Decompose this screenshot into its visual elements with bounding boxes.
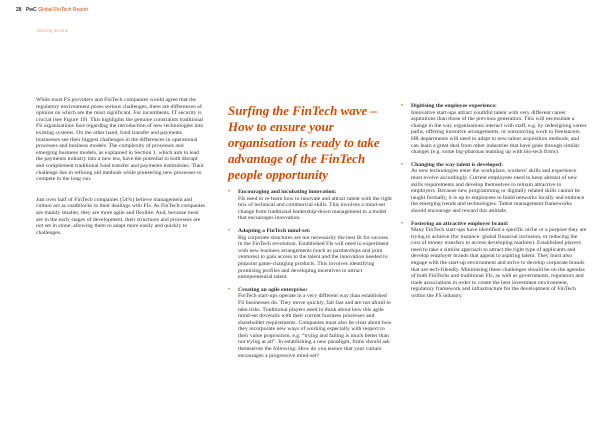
bullet-item (401, 162, 587, 215)
page-header (16, 7, 88, 13)
bullet-item (228, 228, 394, 281)
bullet-item (228, 189, 394, 222)
bullet-title: • Digitising the employee experience: (411, 103, 497, 109)
bullet-title: • Adopting a FinTech mind-set: (238, 227, 311, 234)
section-heading: Surfing the FinTech wave – How to ensure your organisation is ready to take advantage of the FinTech people opportunity (228, 103, 380, 182)
body-paragraph: While most FS providers and FinTech companies would agree that the regulatory environment poses serious challenges, there are differences of opinion on which are the most significant. For incumbents, IT security is crucial (see Figure 19). This highlights the genuine constraints traditional FS organisations face regarding the introduction of new technologies into existing systems. On the other hand, fund transfer and payments businesses see their biggest challenges in the differences in operational processes and business models. The complexity of processes and emerging business models, as explained in Section 1, which aim to lead the payments industry into a new era, have the potential to both disrupt and complement traditional fund transfer and payments institutions. Their challenge lies in refining old methods while pioneering new processes to compete in the long run. (36, 97, 204, 183)
ghost-text-decoration: ∙ ∙ ∙ (0, 185, 12, 195)
bullet-text: FinTech start-ups operate in a very different way than established FS businesses do. They move quickly, fail fast and are not afraid to take risks. Traditional players need to think about how this agile mind-set dovetails with their current business processes and shareholder requirements. Companies must also be clear about how they incorporate new ways of working especially with respect to their value proposition, e.g. “trying and failing is much better than not trying at all”. In establishing a new paradigm, firms should ask themselves the following: How do you ensure that your culture encourages a progressive mind-set? (238, 293, 392, 359)
bullet-text: Many FinTech start-ups have identified a specific niche or a purpose they are trying to achieve (for instance: global financial inclusion, or reducing the cost of money transfers to access developing markets). Established players need to take a similar approach to attract the right type of applicants and develop employer brands that appeal to aspiring talent. They must also engage with the start-up environment and strive to develop corporate brands that are tech-friendly. Minimising these challenges should be on the agendas of both FinTechs and traditional FIs, as well as governments, regulators and trade associations in order to create the best investment environment, regulatory framework and infrastructure for the development of FinTech within the FS industry. (411, 227, 587, 300)
bullet-item (401, 103, 587, 156)
bullet-text: As new technologies enter the workplace, workers’ skills and experience must evolve accordingly. Current employees need to keep abreast of new skills requirements and develop themselves to remain attractive to employers. Because new programming or digitally related skills cannot be taught formally, it is up to employees to build networks locally and embrace the emerging trends and technologies. Talent management frameworks should encourage and reward this attitude. (411, 168, 585, 214)
column-left (36, 97, 206, 243)
brand-name: PwC (25, 7, 37, 13)
bullet-text: FIs need to re-learn how to innovate and attract talent with the right mix of technical and commercial skills. This involves a mind-set change from traditional leadership-down management to a model that encourages innovation. (238, 195, 392, 222)
bullet-title: • Creating an agile enterprise: (238, 286, 308, 293)
column-right (401, 103, 587, 306)
report-title: Global FinTech Report (38, 7, 88, 13)
body-paragraph: Just over half of FinTech companies (54%) believe management and culture act as roadblocks in their dealings with FIs. As FinTech companies are mainly smaller, they are more agile and flexible. And, because most are in the early stages of development, their structures and processes are not set in stone, allowing them to adapt more easily and quickly to challenges. (36, 196, 206, 236)
bullet-title: • Encouraging and incubating innovation: (238, 189, 337, 195)
bullet-title: • Fostering an attractive employer brand: (411, 220, 509, 227)
bullet-text: Innovative start-ups attract youthful talent with very different career aspirations than those of the previous generation. This will necessitate a change in the way organisations interact with staff, e.g. by redesigning career paths, offering incentive arrangements, or outsourcing work to freelancers. HR departments will need to adapt to new talent acquisition methods, and can learn a great deal from other industries that have gone through similar changes (e.g. some big-pharmas teaming up with bio-tech firms). (411, 109, 587, 156)
page-number: 28 (16, 7, 22, 13)
section-label: Blurring the line (37, 28, 69, 33)
bullet-item (401, 221, 587, 300)
column-middle (228, 103, 394, 365)
bullet-text: Big corporate structures are not necessarily the best fit for success in the FinTech revolution. Established FIs will need to experiment with new business arrangements (such as partnerships and joint ventures) to gain access to the talent and the innovation needed to pinpoint game-changing products. This involves identifying promising profiles and developing incentives to attract entrepreneurial talent. (238, 234, 389, 281)
bullet-item (228, 287, 394, 360)
bullet-title: • Changing the way talent is developed: (411, 161, 504, 168)
